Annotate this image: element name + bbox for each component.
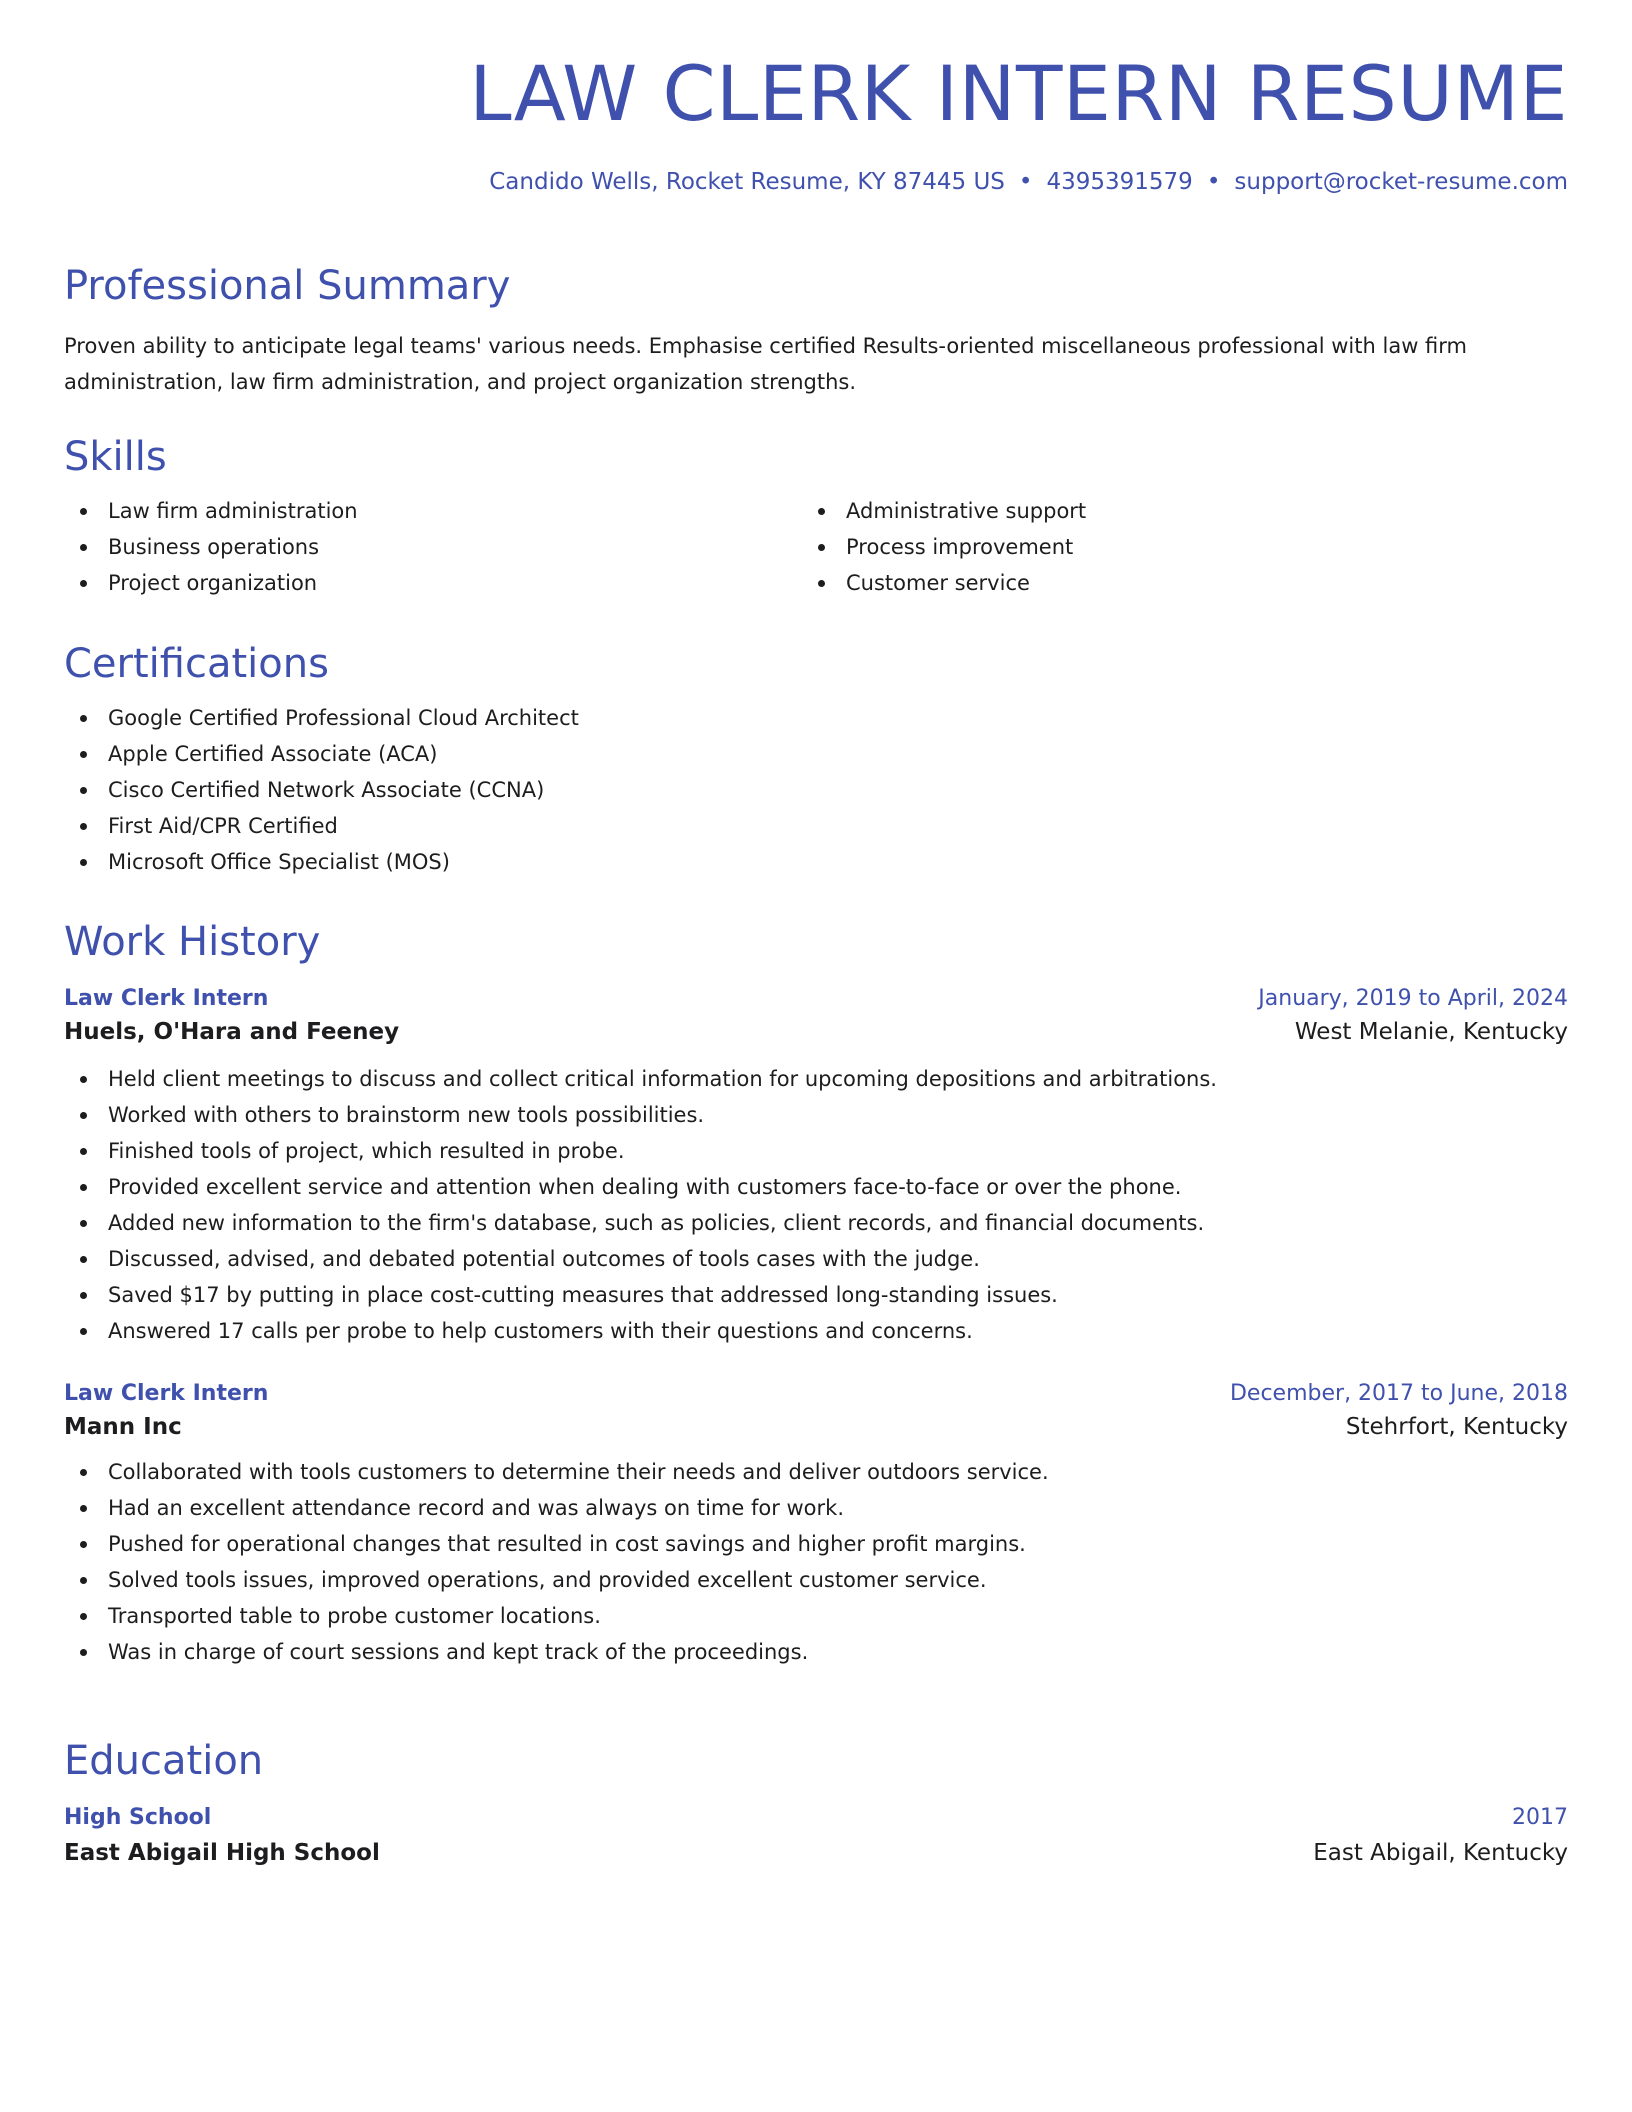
job-location: West Melanie, Kentucky [1294,1019,1568,1045]
summary-text: Proven ability to anticipate legal teams' various needs. Emphasise certified Results-oriented miscellaneous professional with law firm administration, law firm administration, and project organization strengths. [64,334,1467,394]
professional-summary-section [64,262,1568,400]
education-section [64,1737,1568,1866]
education-school: East Abigail High School [64,1840,380,1866]
certification-item: Cisco Certified Network Associate (CCNA) [64,772,1568,808]
certification-item: Apple Certified Associate (ACA) [64,736,1568,772]
job-bullet: Discussed, advised, and debated potential outcomes of tools cases with the judge. [64,1241,1568,1277]
certification-item: Google Certified Professional Cloud Architect [64,700,1568,736]
contact-line [64,169,1568,195]
skills-list-right [802,493,1086,601]
job-entry [64,986,1568,1349]
job-bullet: Answered 17 calls per probe to help customers with their questions and concerns. [64,1313,1568,1349]
section-heading: Certifications [64,641,329,687]
job-bullet: Solved tools issues, improved operations, and provided excellent customer service. [64,1562,1568,1598]
job-bullet: Finished tools of project, which resulted in probe. [64,1133,1568,1169]
job-bullet: Provided excellent service and attention when dealing with customers face-to-face or over the phone. [64,1169,1568,1205]
job-role-row [64,1381,1568,1406]
contact-address: Candido Wells, Rocket Resume, KY 87445 US [489,169,1005,196]
section-heading: Skills [64,434,167,480]
education-school-row [64,1840,1568,1866]
education-entry [64,1805,1568,1866]
skills-section [64,433,1568,601]
work-history-section [64,918,1568,1670]
job-bullet: Transported table to probe customer locations. [64,1598,1568,1634]
skills-grid [64,493,1568,601]
skill-item: Administrative support [802,493,1086,529]
certifications-section [64,640,1568,880]
contact-separator: • [1018,169,1033,196]
job-bullet: Had an excellent attendance record and was always on time for work. [64,1490,1568,1526]
skill-item: Process improvement [802,529,1086,565]
certification-item: First Aid/CPR Certified [64,808,1568,844]
resume-title: LAW CLERK INTERN RESUME [469,49,1568,138]
contact-phone: 4395391579 [1046,169,1193,196]
job-bullets [64,1061,1568,1349]
job-company-row [64,1414,1568,1440]
job-bullet: Was in charge of court sessions and kept track of the proceedings. [64,1634,1568,1670]
job-dates: December, 2017 to June, 2018 [1229,1381,1568,1406]
education-degree-row [64,1805,1568,1830]
job-bullet: Worked with others to brainstorm new tools possibilities. [64,1097,1568,1133]
job-bullet: Pushed for operational changes that resulted in cost savings and higher profit margins. [64,1526,1568,1562]
skill-item: Business operations [64,529,802,565]
job-company: Huels, O'Hara and Feeney [64,1019,400,1045]
skill-item: Project organization [64,565,802,601]
job-bullet: Added new information to the firm's database, such as policies, client records, and financial documents. [64,1205,1568,1241]
job-role: Law Clerk Intern [64,986,269,1011]
contact-email[interactable]: support@rocket-resume.com [1234,169,1568,196]
skill-item: Customer service [802,565,1086,601]
section-heading: Professional Summary [64,263,511,309]
job-company-row [64,1019,1568,1045]
certifications-list [64,700,1568,880]
job-bullet: Held client meetings to discuss and collect critical information for upcoming depositions and arbitrations. [64,1061,1568,1097]
job-company: Mann Inc [64,1414,182,1440]
skill-item: Law firm administration [64,493,802,529]
education-degree: High School [64,1805,212,1830]
contact-separator: • [1206,169,1221,196]
education-location: East Abigail, Kentucky [1313,1840,1568,1866]
job-bullets [64,1454,1568,1670]
section-heading: Work History [64,919,321,965]
certification-item: Microsoft Office Specialist (MOS) [64,844,1568,880]
resume-header [64,48,1568,195]
job-role: Law Clerk Intern [64,1381,269,1406]
job-entry [64,1381,1568,1670]
job-role-row [64,986,1568,1011]
job-bullet: Saved $17 by putting in place cost-cutting measures that addressed long-standing issues. [64,1277,1568,1313]
job-dates: January, 2019 to April, 2024 [1258,986,1568,1011]
education-year: 2017 [1512,1805,1568,1830]
section-heading: Education [64,1738,264,1784]
job-bullet: Collaborated with tools customers to determine their needs and deliver outdoors service. [64,1454,1568,1490]
skills-list-left [64,493,802,601]
job-location: Stehrfort, Kentucky [1345,1414,1568,1440]
